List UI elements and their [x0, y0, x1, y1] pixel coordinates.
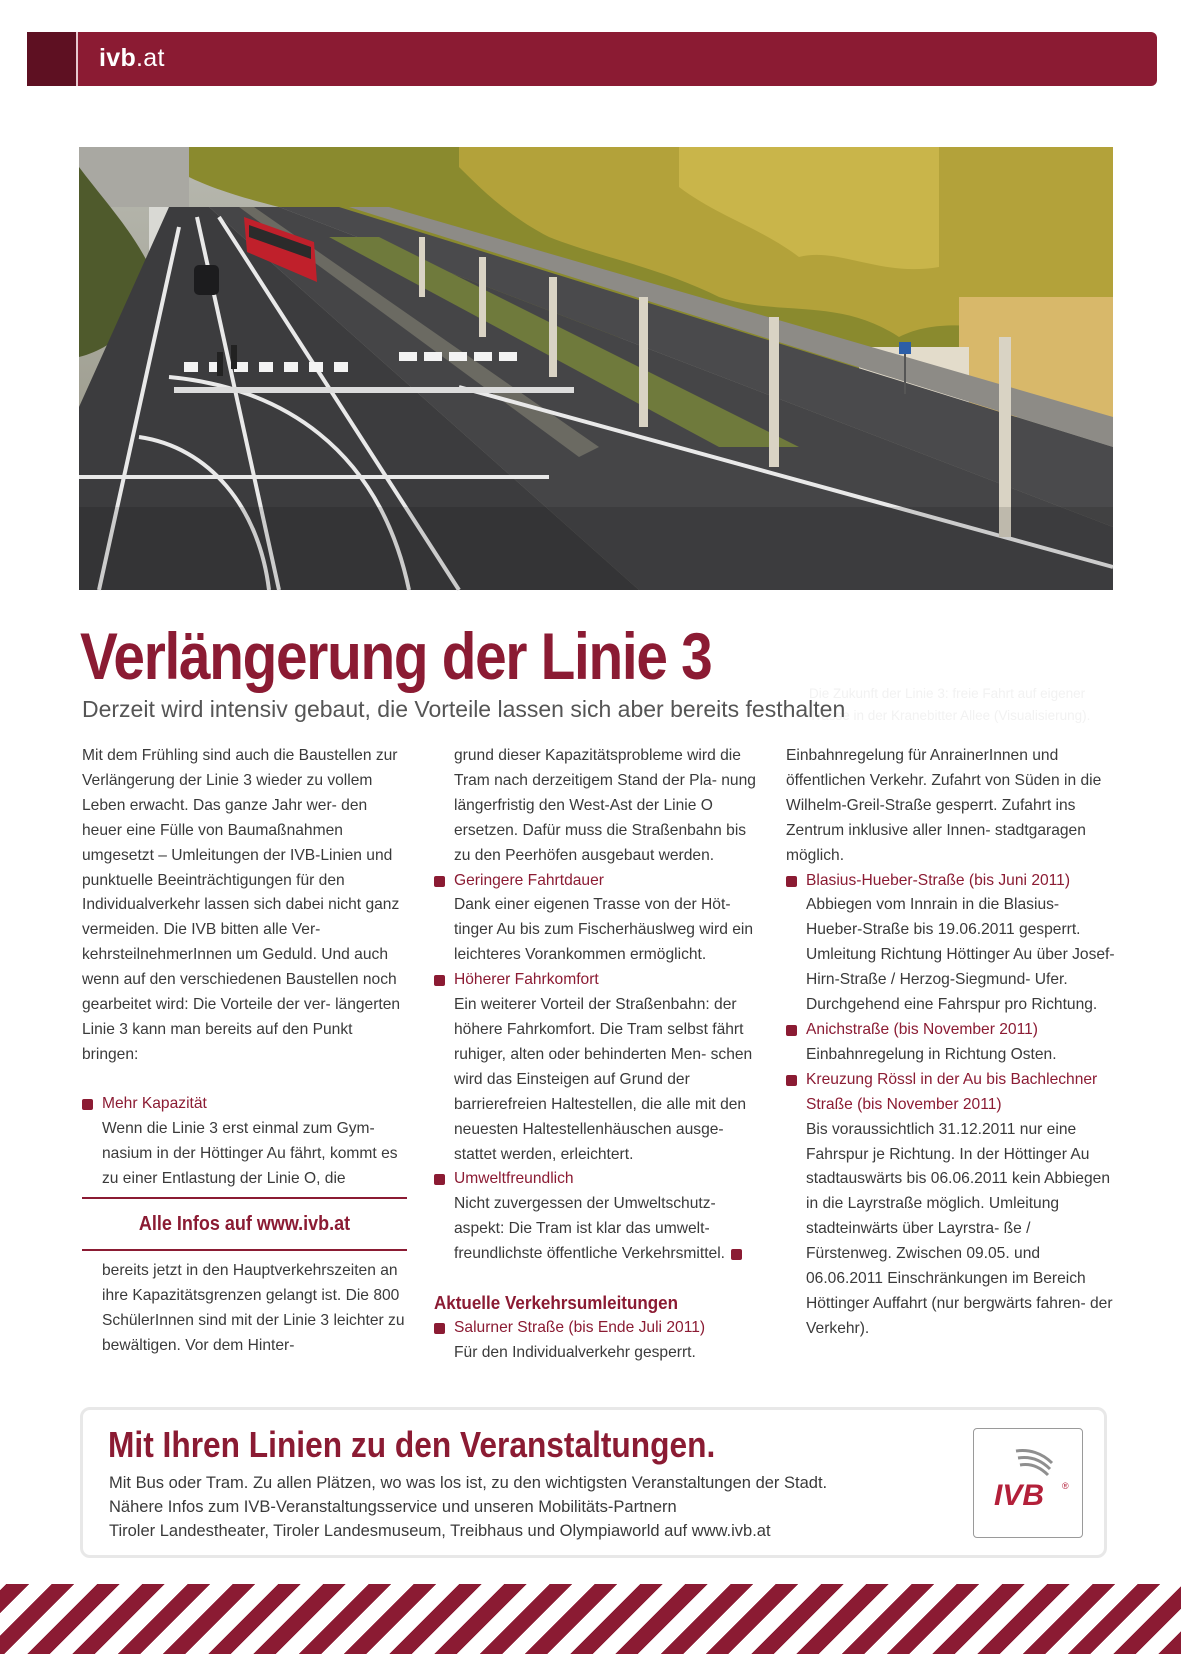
detour-text-salurner-part-2: Einbahnregelung für AnrainerInnen und öffentlichen Verkehr. Zufahrt von Süden in die Wilhelm-Greil-Straße gesperrt. Zufahrt ins Zentrum inklusive aller Innen- stadtgaragen möglich.	[786, 747, 1102, 864]
article-column-1	[82, 744, 407, 1359]
point-text-travel-time: Dank einer eigenen Trasse von der Höt- tinger Au bis zum Fischerhäuslweg wird ein leichteres Vorankommen ermöglicht.	[454, 896, 754, 964]
detour-heading-anichstrasse: Anichstraße (bis November 2011)	[786, 1018, 1116, 1043]
detour-heading-blasius-hueber: Blasius-Hueber-Straße (bis Juni 2011)	[786, 869, 1116, 894]
point-heading-capacity: Mehr Kapazität	[82, 1092, 407, 1117]
logo-wordmark: IVB	[994, 1479, 1045, 1512]
article-column-2	[434, 744, 764, 1366]
site-link[interactable]: ivb.at	[99, 44, 165, 72]
point-text-capacity-part-3: grund dieser Kapazitätsprobleme wird die Tram nach derzeitigem Stand der Pla- nung längerfristig den West-Ast der Linie O ersetzen. Dafür muss die Straßenbahn bis zu den Peerhöfen ausgebaut werden.	[454, 747, 756, 864]
point-text-eco: Nicht zuvergessen der Umweltschutz- aspekt: Die Tram ist klar das umwelt- freundlichste öffentliche Verkehrsmittel.	[434, 1192, 764, 1267]
banner-line-2: Nähere Infos zum IVB-Veranstaltungsservice und unseren Mobilitäts-Partnern	[109, 1498, 677, 1516]
detour-heading-salurner: Salurner Straße (bis Ende Juli 2011)	[434, 1316, 764, 1341]
footer-stripes	[0, 1584, 1181, 1654]
info-box-link[interactable]: Alle Infos auf www.ivb.at	[138, 1213, 351, 1236]
header-bar-divider	[76, 32, 78, 86]
detour-text-salurner-part-1: Für den Individualverkehr gesperrt.	[454, 1343, 696, 1361]
image-caption-line-1: Die Zukunft der Linie 3: freie Fahrt auf eigener	[809, 686, 1086, 701]
street-visualisation	[79, 147, 1113, 590]
detour-heading-roessl: Kreuzung Rössl in der Au bis Bachlechner Straße (bis November 2011)	[786, 1068, 1116, 1118]
end-of-article-mark	[731, 1249, 742, 1260]
point-text-comfort: Ein weiterer Vorteil der Straßenbahn: der höhere Fahrkomfort. Die Tram selbst fährt ruhiger, alten oder behinderten Men- schen wird das Einsteigen auf Grund der barrierefreien Haltestellen, die alle mit den neuesten Haltestellenhäuschen ausge- stattet werden, erleichtert.	[454, 996, 753, 1163]
intro-paragraph: Mit dem Frühling sind auch die Baustellen zur Verlängerung der Linie 3 wieder zu vollem Leben erwacht. Das ganze Jahr wer- den heuer eine Fülle von Baumaßnahmen umgesetzt – Umleitungen der IVB-Linien und punktuelle Beeinträchtigungen für den Individualverkehr lassen sich dabei nicht ganz vermeiden. Die IVB bitten alle Ver- kehrsteilnehmerInnen um Geduld. Und auch wenn auf den verschiedenen Baustellen noch gearbeitet wird: Die Vorteile der ver- längerten Linie 3 kann man bereits auf den Punkt bringen:	[82, 747, 401, 1063]
image-caption	[809, 683, 1139, 727]
ivb-logo	[973, 1428, 1083, 1538]
logo-registered-mark: ®	[1062, 1481, 1069, 1491]
point-text-capacity-part-1: Wenn die Linie 3 erst einmal zum Gym- nasium in der Höttinger Au fährt, kommt es zu einer Entlastung der Linie O, die	[102, 1119, 398, 1187]
detours-heading: Aktuelle Verkehrsumleitungen	[434, 1292, 679, 1314]
point-heading-eco: Umweltfreundlich	[434, 1167, 764, 1192]
banner-line-1: Mit Bus oder Tram. Zu allen Plätzen, wo was los ist, zu den wichtigsten Veranstaltungen der Stadt.	[109, 1474, 828, 1492]
header-bar-stub	[27, 32, 76, 86]
detour-text-roessl: Bis voraussichtlich 31.12.2011 nur eine Fahrspur je Richtung. In der Höttinger Au stadtauswärts bis 06.06.2011 kein Abbiegen in die Layrstraße möglich. Umleitung stadteinwärts über Layrstra- ße / Fürstenweg. Zwischen 09.05. und 06.06.2011 Einschränkungen im Bereich Höttinger Auffahrt (nur bergwärts fahren- der Verkehr).	[806, 1120, 1113, 1337]
banner-line-3: Tiroler Landestheater, Tiroler Landesmuseum, Treibhaus und Olympiaworld auf www.ivb.at	[109, 1522, 771, 1540]
article-column-3	[786, 744, 1116, 1342]
info-box	[82, 1197, 407, 1251]
events-banner	[80, 1407, 1107, 1558]
point-text-capacity-part-2: bereits jetzt in den Hauptverkehrszeiten an ihre Kapazitätsgrenzen gelangt ist. Die 800 SchülerInnen sind mit der Linie 3 leichter zu bewältigen. Vor dem Hinter-	[102, 1262, 405, 1355]
banner-title: Mit Ihren Linien zu den Veranstaltungen.	[108, 1424, 716, 1465]
header-bar	[27, 32, 1157, 86]
detour-text-blasius-hueber: Abbiegen vom Innrain in die Blasius- Hueber-Straße bis 19.06.2011 gesperrt. Umleitung Richtung Höttinger Au über Josef-Hirn-Straße / Herzog-Siegmund- Ufer. Durchgehend eine Fahrspur pro Richtung.	[806, 896, 1115, 1014]
article-title: Verlängerung der Linie 3	[80, 619, 712, 693]
image-caption-line-2: Trasse in der Kranebitter Allee (Visualisierung).	[809, 708, 1091, 723]
detour-text-anichstrasse: Einbahnregelung in Richtung Osten.	[806, 1045, 1057, 1063]
article-subtitle: Derzeit wird intensiv gebaut, die Vorteile lassen sich aber bereits festhalten	[82, 696, 846, 722]
point-heading-travel-time: Geringere Fahrtdauer	[434, 869, 764, 894]
point-heading-comfort: Höherer Fahrkomfort	[434, 968, 764, 993]
